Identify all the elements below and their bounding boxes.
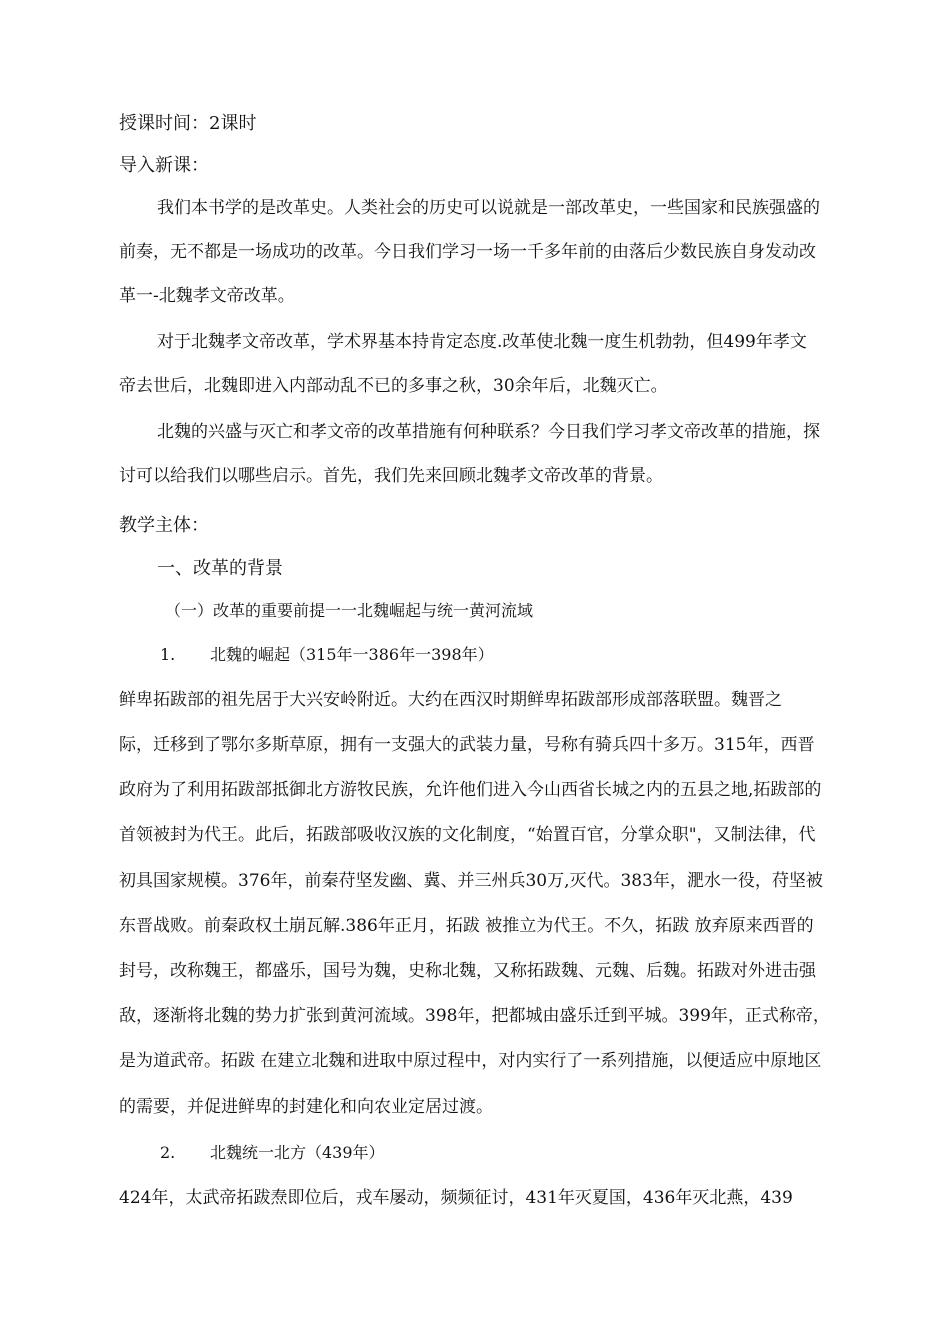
intro-heading: 导入新课： (119, 155, 209, 176)
intro-paragraph-2-line-1: 对于北魏孝文帝改革，学术界基本持肯定态度.改革使北魏一度生机勃勃，但499年孝文 (157, 332, 807, 352)
subsection-heading-1: （一）改革的重要前提一一北魏崛起与统一黄河流域 (165, 601, 534, 620)
intro-paragraph-3-line-1: 北魏的兴盛与灭亡和孝文帝的改革措施有何种联系？今日我们学习孝文帝改革的措施，探 (157, 422, 820, 442)
class-time: 授课时间：2课时 (119, 113, 257, 134)
intro-paragraph-2-line-2: 帝去世后，北魏即进入内部动乱不已的多事之秋，30余年后，北魏灭亡。 (119, 376, 668, 396)
item1-line-10: 的需要，并促进鲜卑的封建化和向农业定居过渡。 (119, 1097, 493, 1117)
item1-line-3: 政府为了利用拓跋部抵御北方游牧民族，允许他们进入今山西省长城之内的五县之地,拓跋部的 (119, 780, 822, 800)
intro-paragraph-3-line-2: 讨可以给我们以哪些启示。首先，我们先来回顾北魏孝文帝改革的背景。 (119, 466, 663, 486)
item-number-1: 1. (160, 645, 176, 664)
item1-line-5: 初具国家规模。376年，前秦苻坚发幽、冀、并三州兵30万,灭代。383年，淝水一役，苻坚被 (119, 871, 823, 891)
item-title-1: 北魏的崛起（315年一386年一398年） (210, 645, 494, 664)
item2-line-1: 424年，太武帝拓跋焘即位后，戎车屡动，频频征讨，431年灭夏国，436年灭北燕，439 (119, 1188, 793, 1208)
section-heading-1: 一、改革的背景 (157, 558, 283, 579)
item1-line-6: 东晋战败。前秦政权土崩瓦解.386年正月，拓跋 被推立为代王。不久，拓跋 放弃原来西晋的 (119, 916, 814, 936)
item1-line-7: 封号，改称魏王，都盛乐，国号为魏，史称北魏，又称拓跋魏、元魏、后魏。拓跋对外进击强 (119, 961, 816, 981)
main-heading: 教学主体： (119, 515, 209, 536)
item1-line-8: 敌，逐渐将北魏的势力扩张到黄河流域。398年，把都城由盛乐迁到平城。399年，正式称帝， (119, 1006, 830, 1026)
item1-line-9: 是为道武帝。拓跋 在建立北魏和进取中原过程中，对内实行了一系列措施，以便适应中原地区 (119, 1051, 822, 1071)
item1-line-2: 际，迁移到了鄂尔多斯草原，拥有一支强大的武装力量，号称有骑兵四十多万。315年，西晋 (119, 735, 815, 755)
item1-line-4: 首领被封为代王。此后，拓跋部吸收汉族的文化制度，“始置百官，分掌众职"，又制法律，代 (119, 825, 816, 845)
item1-line-1: 鲜卑拓跋部的祖先居于大兴安岭附近。大约在西汉时期鲜卑拓跋部形成部落联盟。魏晋之 (119, 690, 782, 710)
intro-paragraph-1-line-2: 前奏，无不都是一场成功的改革。今日我们学习一场一千多年前的由落后少数民族自身发动改 (119, 242, 816, 262)
item-number-2: 2. (160, 1143, 176, 1162)
item-title-2: 北魏统一北方（439年） (210, 1143, 385, 1162)
intro-paragraph-1-line-1: 我们本书学的是改革史。人类社会的历史可以说就是一部改革史，一些国家和民族强盛的 (157, 198, 820, 218)
intro-paragraph-1-line-3: 革一-北魏孝文帝改革。 (119, 286, 295, 306)
